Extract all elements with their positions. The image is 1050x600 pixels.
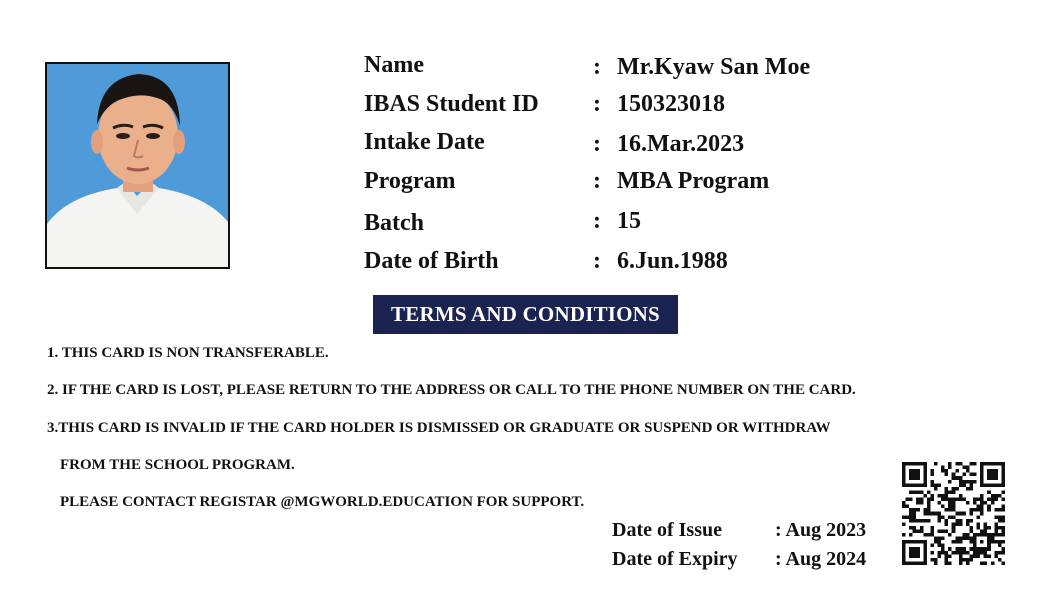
program-value: MBA Program: [617, 168, 770, 194]
intake-date-value: 16.Mar.2023: [617, 131, 745, 157]
program-label: Program: [364, 168, 456, 194]
student-id-label: IBAS Student ID: [364, 91, 539, 117]
issue-date-label: Date of Issue: [612, 519, 722, 541]
qr-code-icon: [902, 462, 1005, 565]
student-photo: [45, 62, 230, 269]
dob-value: 6.Jun.1988: [617, 248, 728, 274]
dob-label: Date of Birth: [364, 248, 499, 274]
term-item: 1. THIS CARD IS NON TRANSFERABLE.: [47, 345, 329, 361]
expiry-date-label: Date of Expiry: [612, 548, 738, 570]
terms-title: TERMS AND CONDITIONS: [373, 295, 678, 334]
portrait-image: [47, 64, 228, 267]
support-contact: PLEASE CONTACT REGISTAR @MGWORLD.EDUCATION FOR SUPPORT.: [60, 494, 585, 510]
term-item: 3.THIS CARD IS INVALID IF THE CARD HOLDER IS DISMISSED OR GRADUATE OR SUSPEND OR WITHDRAW: [47, 420, 831, 436]
batch-value: 15: [617, 208, 641, 234]
intake-date-colon: :: [593, 131, 601, 157]
batch-colon: :: [593, 208, 601, 234]
name-value: Mr.Kyaw San Moe: [617, 54, 811, 80]
name-colon: :: [593, 54, 601, 80]
student-id-value: 150323018: [617, 91, 725, 117]
issue-date-value: : Aug 2023: [775, 519, 867, 541]
intake-date-label: Intake Date: [364, 129, 485, 155]
term-item: 2. IF THE CARD IS LOST, PLEASE RETURN TO THE ADDRESS OR CALL TO THE PHONE NUMBER ON THE CARD.: [47, 382, 856, 398]
dob-colon: :: [593, 248, 601, 274]
expiry-date-value: : Aug 2024: [775, 548, 867, 570]
batch-label: Batch: [364, 210, 424, 236]
student-id-colon: :: [593, 91, 601, 117]
program-colon: :: [593, 168, 601, 194]
term-item: FROM THE SCHOOL PROGRAM.: [60, 457, 295, 473]
name-label: Name: [364, 52, 424, 78]
